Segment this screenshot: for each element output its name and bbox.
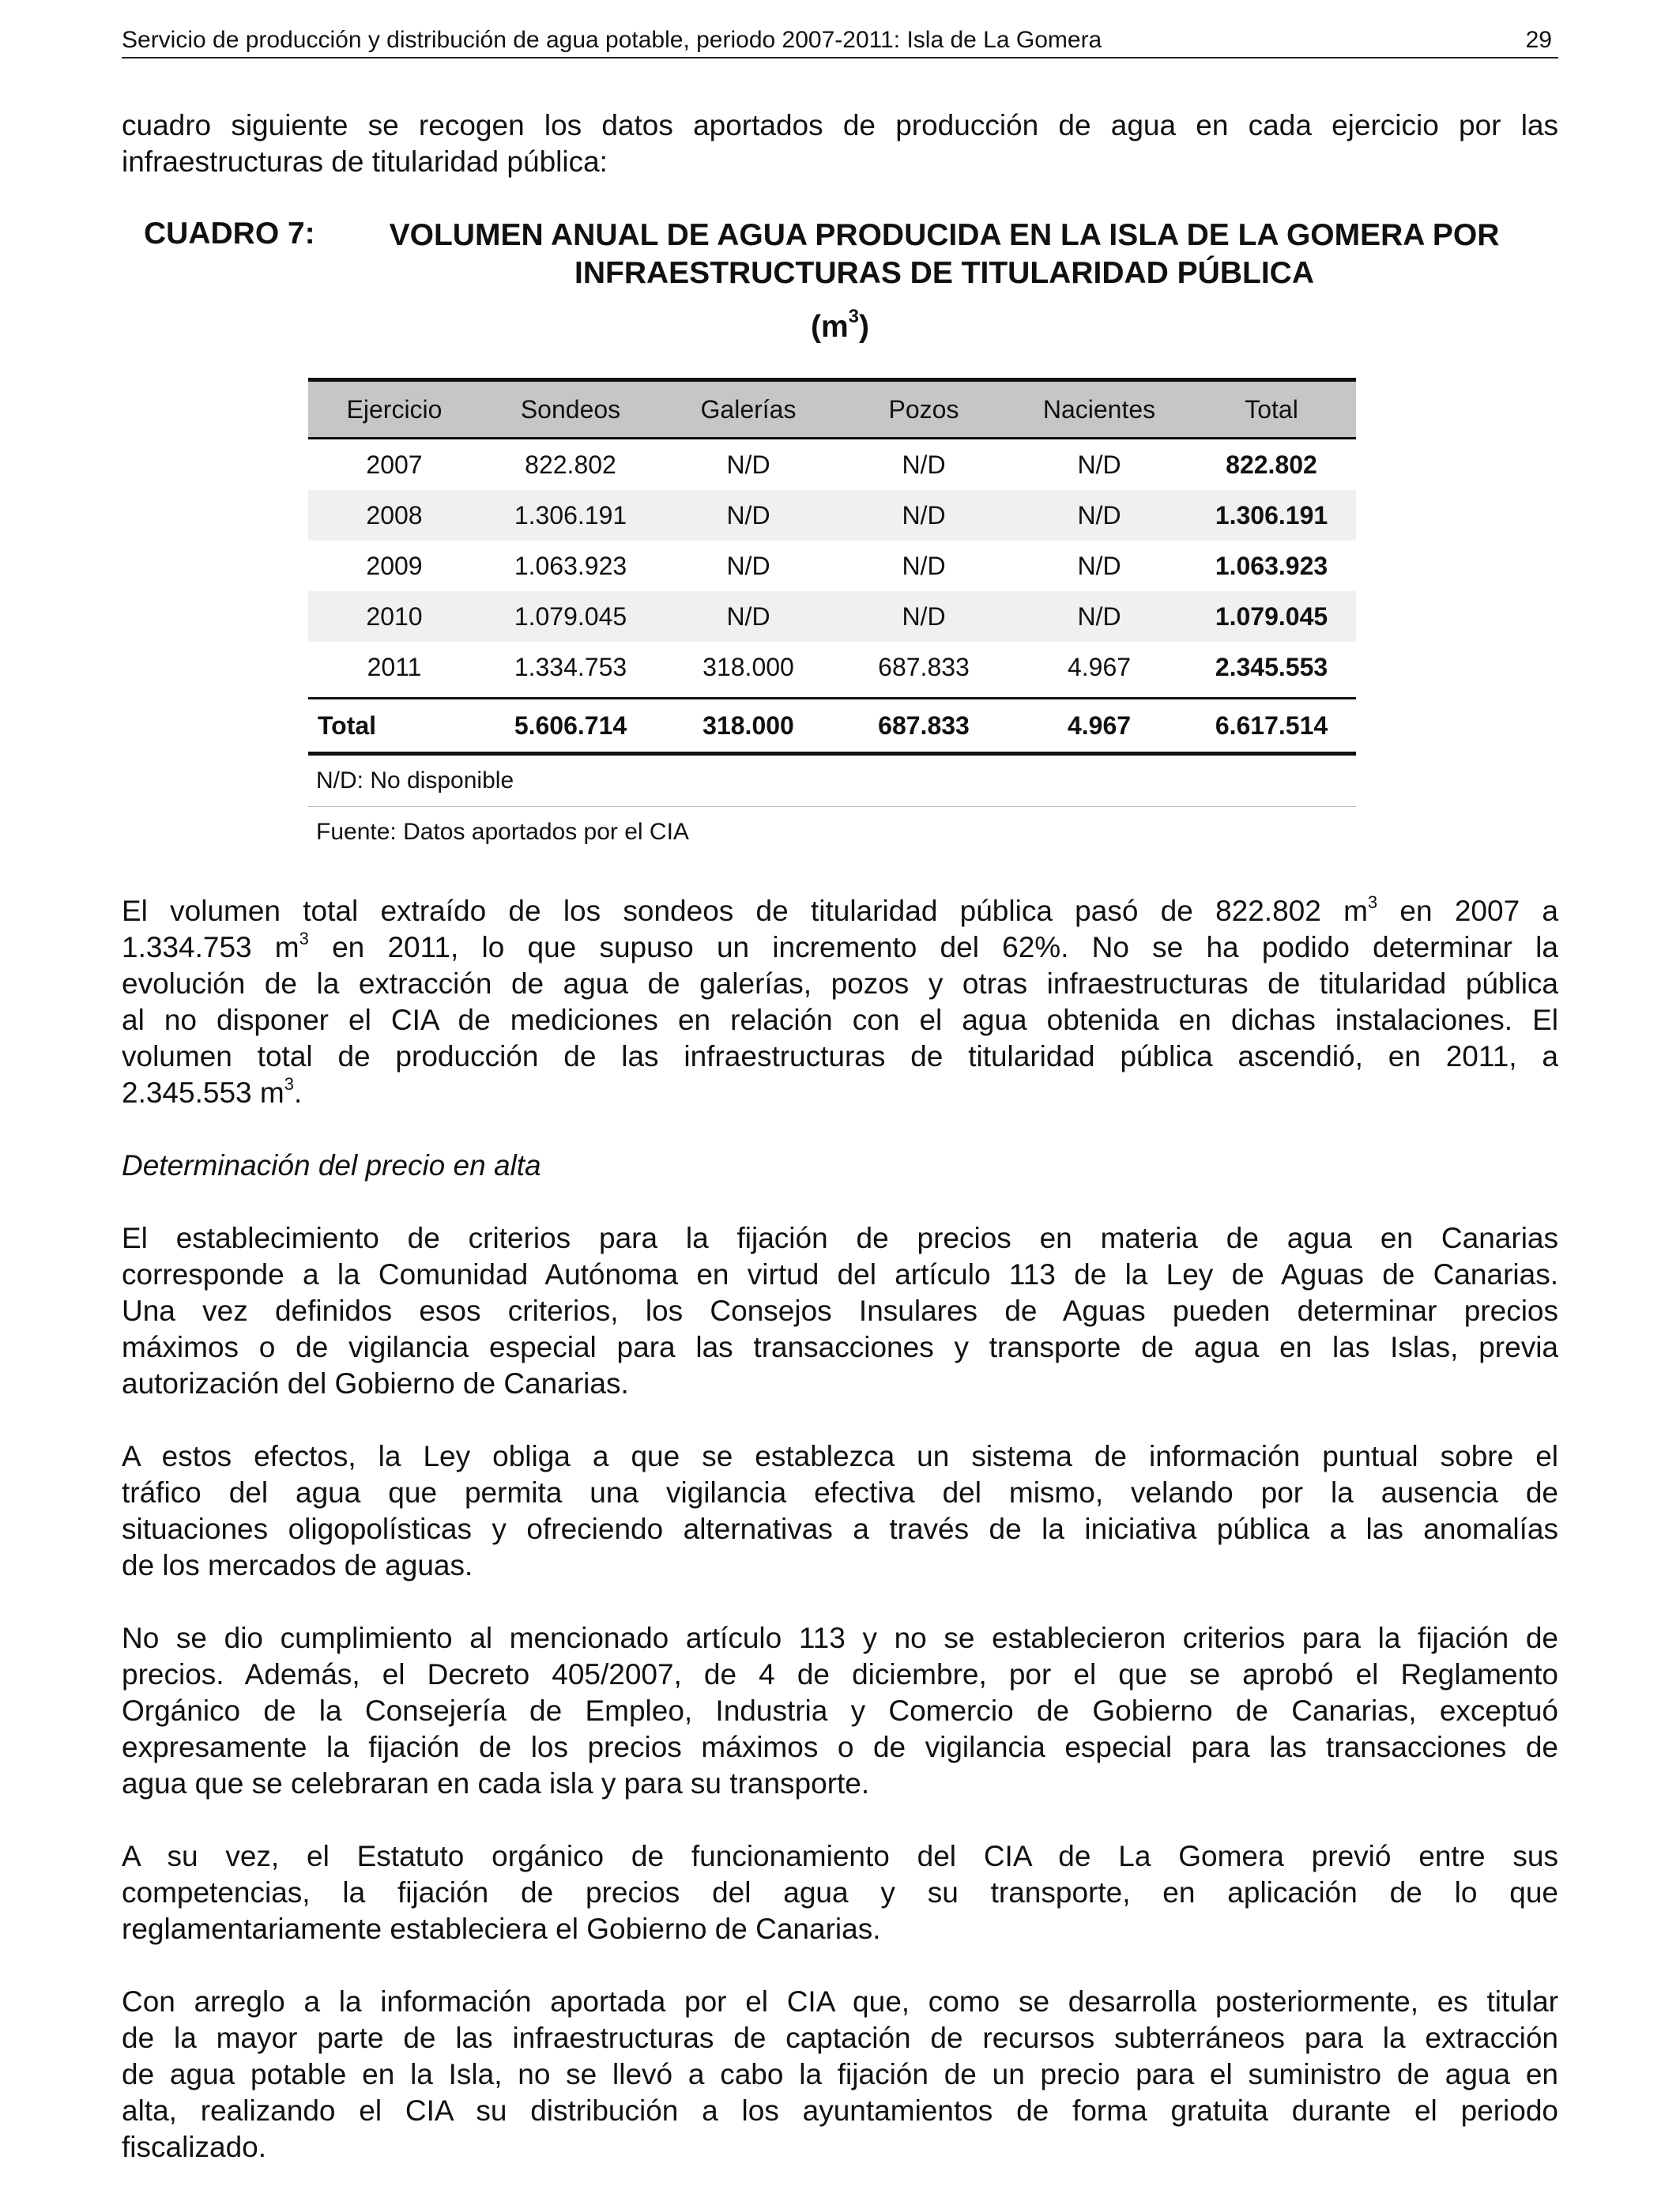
table-note <box>308 756 1356 807</box>
p1-l6-tail: . <box>293 1076 303 1109</box>
p3-line: de los mercados de aguas. <box>122 1549 473 1581</box>
p1-l2-sup: 3 <box>299 929 309 948</box>
header-cell: Total <box>1245 394 1298 424</box>
table-cell: N/D <box>1077 601 1121 631</box>
p3-line: tráfico del agua que permita una vigilancia efectiva del mismo, velando por la ausencia de <box>122 1476 1558 1509</box>
total-cell: 4.967 <box>1067 711 1132 740</box>
table-cell: N/D <box>726 551 770 580</box>
p5-line: A su vez, el Estatuto orgánico de funcionamiento del CIA de La Gomera previó entre sus <box>122 1840 1558 1872</box>
p4-line: No se dio cumplimiento al mencionado artículo 113 y no se establecieron criterios para la fijación de <box>122 1622 1558 1654</box>
p2-line: corresponde a la Comunidad Autónoma en virtud del artículo 113 de la Ley de Aguas de Canarias. <box>122 1258 1558 1291</box>
p1-l2-text: 1.334.753 m <box>122 931 299 963</box>
table-source <box>308 807 1356 858</box>
table-cell: 1.306.191 <box>1215 500 1328 530</box>
p1-line-5: volumen total de producción de las infraestructuras de titularidad pública ascendió, en 2011, a <box>122 1040 1558 1072</box>
table-cell: N/D <box>1077 450 1121 479</box>
table-cell: 1.334.753 <box>514 652 627 681</box>
p2-line: autorización del Gobierno de Canarias. <box>122 1367 629 1400</box>
table-caption-title <box>348 217 1541 292</box>
p5-line: reglamentariamente estableciera el Gobierno de Canarias. <box>122 1913 881 1945</box>
page-number: 29 <box>1525 27 1552 53</box>
p4-line: expresamente la fijación de los precios máximos o de vigilancia especial para las transacciones de <box>122 1731 1558 1763</box>
p4-line: agua que se celebraran en cada isla y para su transporte. <box>122 1767 870 1800</box>
table-cell: N/D <box>902 500 946 530</box>
table-cell: N/D <box>726 601 770 631</box>
header-cell: Nacientes <box>1042 394 1156 424</box>
p1-l1-text: El volumen total extraído de los sondeos de titularidad pública pasó de 822.802 m <box>122 895 1368 927</box>
table-cell: 2011 <box>367 652 422 681</box>
p3-line: situaciones oligopolísticas y ofreciendo alternativas a través de la iniciativa pública a las anomalías <box>122 1513 1558 1545</box>
table-note-text: N/D: No disponible <box>316 767 514 794</box>
p1-line-4: al no disponer el CIA de mediciones en relación con el agua obtenida en dichas instalaciones. El <box>122 1004 1558 1036</box>
unit-suffix: ) <box>859 310 870 344</box>
table-cell: 1.063.923 <box>1215 551 1328 580</box>
total-cell: Total <box>318 711 377 740</box>
intro-line-1: cuadro siguiente se recogen los datos aportados de producción de agua en cada ejercicio por las <box>122 109 1558 141</box>
running-header <box>122 24 1558 58</box>
header-cell: Sondeos <box>520 394 621 424</box>
table-row <box>308 490 1356 541</box>
total-cell: 687.833 <box>878 711 970 740</box>
table-caption-label: CUADRO 7: <box>144 217 315 251</box>
p3-line: A estos efectos, la Ley obliga a que se establezca un sistema de información puntual sobre el <box>122 1440 1558 1472</box>
table-header-row <box>308 378 1356 439</box>
p1-l6-text: 2.345.553 m <box>122 1076 284 1109</box>
p6-line: de la mayor parte de las infraestructuras de captación de recursos subterráneos para la extracción <box>122 2022 1558 2054</box>
p1-line-1 <box>122 893 1558 929</box>
header-cell: Galerías <box>700 394 797 424</box>
table-source-text: Fuente: Datos aportados por el CIA <box>316 819 689 845</box>
table-cell: N/D <box>1077 551 1121 580</box>
caption-title-line-1: VOLUMEN ANUAL DE AGUA PRODUCIDA EN LA ISLA DE LA GOMERA POR <box>389 218 1500 252</box>
table-cell: 822.802 <box>525 450 616 479</box>
p1-line-2 <box>122 929 1558 966</box>
p1-l6-sup: 3 <box>284 1074 294 1094</box>
p4-line: precios. Además, el Decreto 405/2007, de 4 de diciembre, por el que se aprobó el Reglamento <box>122 1658 1558 1691</box>
table-cell: 1.079.045 <box>514 601 627 631</box>
table-cell: 1.079.045 <box>1215 601 1328 631</box>
p1-line-6 <box>122 1075 1558 1111</box>
p2-line: máximos o de vigilancia especial para las transacciones y transporte de agua en las Islas, previa <box>122 1331 1558 1363</box>
table-row <box>308 439 1356 490</box>
table-row <box>308 642 1356 692</box>
unit-prefix: (m <box>810 310 849 344</box>
table-cell: N/D <box>1077 500 1121 530</box>
table-cell: 822.802 <box>1226 450 1317 479</box>
p1-l1-tail: en 2007 a <box>1377 895 1558 927</box>
p4-line: Orgánico de la Consejería de Empleo, Industria y Comercio de Gobierno de Canarias, exceptuó <box>122 1695 1558 1727</box>
header-cell: Pozos <box>888 394 959 424</box>
caption-title-line-2: INFRAESTRUCTURAS DE TITULARIDAD PÚBLICA <box>574 256 1314 290</box>
p6-line: Con arreglo a la información aportada por el CIA que, como se desarrolla posteriormente, es titular <box>122 1985 1558 2018</box>
p6-line: de agua potable en la Isla, no se llevó a cabo la fijación de un precio para el suministro de agua en <box>122 2058 1558 2090</box>
table-row <box>308 591 1356 642</box>
p1-line-3: evolución de la extracción de agua de galerías, pozos y otras infraestructuras de titularidad pública <box>122 967 1558 1000</box>
table-cell: 2010 <box>366 601 423 631</box>
total-cell: 5.606.714 <box>514 711 627 740</box>
p5-line: competencias, la fijación de precios del agua y su transporte, en aplicación de lo que <box>122 1876 1558 1909</box>
table-cell: N/D <box>726 450 770 479</box>
table-row <box>308 541 1356 591</box>
table-cell: 2007 <box>366 450 423 479</box>
table-cell: N/D <box>726 500 770 530</box>
table-cell: N/D <box>902 601 946 631</box>
table-unit <box>0 306 1680 345</box>
table-cell: 4.967 <box>1067 652 1132 681</box>
water-volume-table <box>308 378 1356 858</box>
table-cell: 1.306.191 <box>514 500 627 530</box>
table-cell: N/D <box>902 450 946 479</box>
table-total-row <box>308 697 1356 756</box>
table-cell: 2008 <box>366 500 423 530</box>
p1-l1-sup: 3 <box>1367 892 1378 912</box>
table-cell: N/D <box>902 551 946 580</box>
p1-l2-tail: en 2011, lo que supuso un incremento del 62%. No se ha podido determinar la <box>308 931 1558 963</box>
unit-superscript: 3 <box>848 306 860 327</box>
total-cell: 318.000 <box>703 711 794 740</box>
table-cell: 318.000 <box>703 652 794 681</box>
total-cell: 6.617.514 <box>1215 711 1328 740</box>
intro-line-2: infraestructuras de titularidad pública: <box>122 145 608 178</box>
p2-line: El establecimiento de criterios para la fijación de precios en materia de agua en Canarias <box>122 1222 1558 1254</box>
header-cell: Ejercicio <box>346 394 443 424</box>
table-cell: 1.063.923 <box>514 551 627 580</box>
header-title: Servicio de producción y distribución de agua potable, periodo 2007-2011: Isla de La Gomera <box>122 27 1102 53</box>
table-cell: 687.833 <box>878 652 970 681</box>
table-cell: 2009 <box>366 551 423 580</box>
table-cell: 2.345.553 <box>1215 652 1328 681</box>
section-subheading: Determinación del precio en alta <box>122 1149 541 1182</box>
p2-line: Una vez definidos esos criterios, los Consejos Insulares de Aguas pueden determinar precios <box>122 1295 1558 1327</box>
p6-line: fiscalizado. <box>122 2131 267 2163</box>
p6-line: alta, realizando el CIA su distribución a los ayuntamientos de forma gratuita durante el periodo <box>122 2094 1558 2127</box>
